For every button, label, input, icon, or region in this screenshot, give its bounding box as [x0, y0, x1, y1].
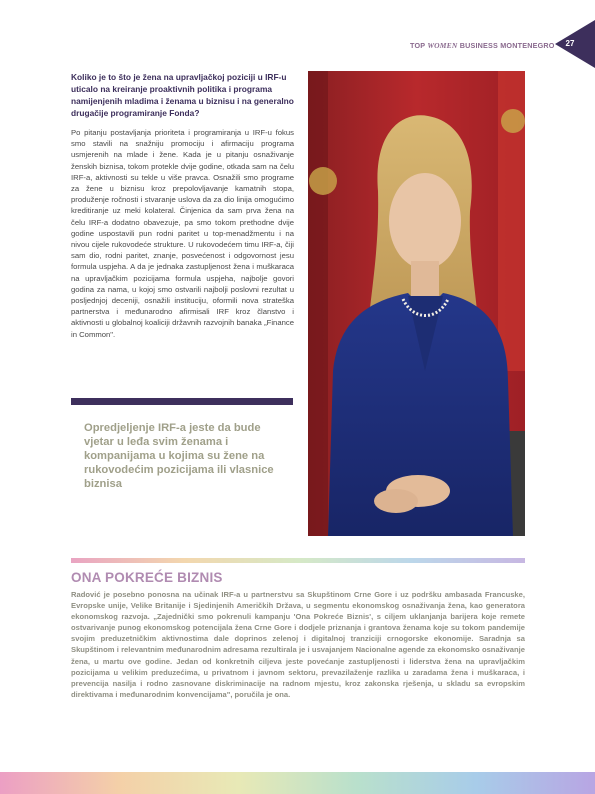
- magazine-title-women: WOMEN: [427, 41, 458, 50]
- magazine-title-part1: TOP: [410, 41, 428, 50]
- magazine-title-part2: BUSINESS MONTENEGRO: [457, 41, 555, 50]
- magazine-title: [410, 41, 555, 50]
- pull-quote: Opredjeljenje IRF-a jeste da bude vjetar u leđa svim ženama i kompanijama u kojima su žene na rukovodećim pozicijama ili vlasnice biznisa: [84, 422, 274, 490]
- page-number: 27: [565, 39, 575, 48]
- bottom-gradient-strip: [0, 772, 595, 794]
- portrait-photo: [308, 71, 525, 536]
- section-text: Radović je posebno ponosna na učinak IRF-a u partnerstvu sa Skupštinom Crne Gore i uz podršku ambasada Francuske, Evropske unije, Velike Britanije i Sjedinjenih Američkih Država, u segmentu ekonomskog osnaživanja žena, kao generatora ekonomskog razvoja. „Zajednički smo pokrenuli kampanju 'Ona Pokreće Biznis', s ciljem uklanjanja barijera koje remete ostvarivanje punog ekonomskog potencijala žena Crne Gore i dodjele priznanja i grantova ženama koje su tokom pandemije svojim preduzetničkim aktivnostima dale doprinos zelenoj i digitalnoj tranziciji crnogorske ekonomije. Saradnja sa Skupštinom i relevantnim međunarodnim adresama rezultirala je i usvajanjem Nacionalne agende za ekonomsko osnaživanje žena, u martu ove godine. Jedan od konkretnih ciljeva jeste povećanje zastupljenosti i liderstva žena na upravljačkim pozicijama u velikim preduzećima, u privatnom i javnom sektoru, prevazilaženje razlika u zaradama žena i muškaraca, i prevencija nasilja i rodno zasnovane diskriminacije na radnom mjestu, kroz zakonska rješenja, u skladu sa evropskim direktivama i međunarodnim konvencijama", poručila je ona.: [71, 590, 525, 699]
- section-heading: ONA POKREĆE BIZNIS: [71, 570, 223, 585]
- interview-question: Koliko je to što je žena na upravljačkoj poziciji u IRF-u uticalo na kreiranje proaktivnih politika i programa namijenjenih mladima i ženama u biznisu i na generalno drugačije programiranje Fonda?: [71, 72, 294, 118]
- divider-bar: [71, 398, 293, 405]
- section-gradient-strip: [71, 558, 525, 563]
- interview-answer: Po pitanju postavljanja prioriteta i programiranja u IRF-u fokus smo stavili na snažniju promociju i afirmaciju programa usmjerenih na mlade i žene. Kada je u pitanju osnaživanje ženskih biznisa, tokom protekle dvije godine, otkada sam na čelu IRF-a, aktivnosti su tekle u više pravca. Osnažili smo programe za žene u biznisu kroz prepolovljavanje kamatnih stopa, produženje ročnosti i stvaranje uslova da za dio linija omogućimo kreditiranje uz meki kolateral. Činjenica da sam prva žena na čelu IRF-a dodatno obavezuje, pa smo tokom prethodne dvije godine uspostavili pun rodni paritet u top-menadžmentu i na nivou cijele rukovodeće strukture. U rukovodećem timu IRF-a, čiji sam dio, rodni paritet, znanje, posvećenost i odgovornost jesu formula uspjeha. A da je jednaka zastupljenost žena i muškaraca na upravljačkim pozicijama formula uspjeha, najbolje govori godina za nama, u kojoj smo ostvarili najbolji poslovni rezultat u posljednjoj deceniji, osnažili instituciju, oformili nova strateška partnerstva i međunarodno afirmisali IRF kroz članstvo i aktivnosti u globalnoj koaliciji državnih razvojnih banaka „Finance in Common".: [71, 128, 294, 339]
